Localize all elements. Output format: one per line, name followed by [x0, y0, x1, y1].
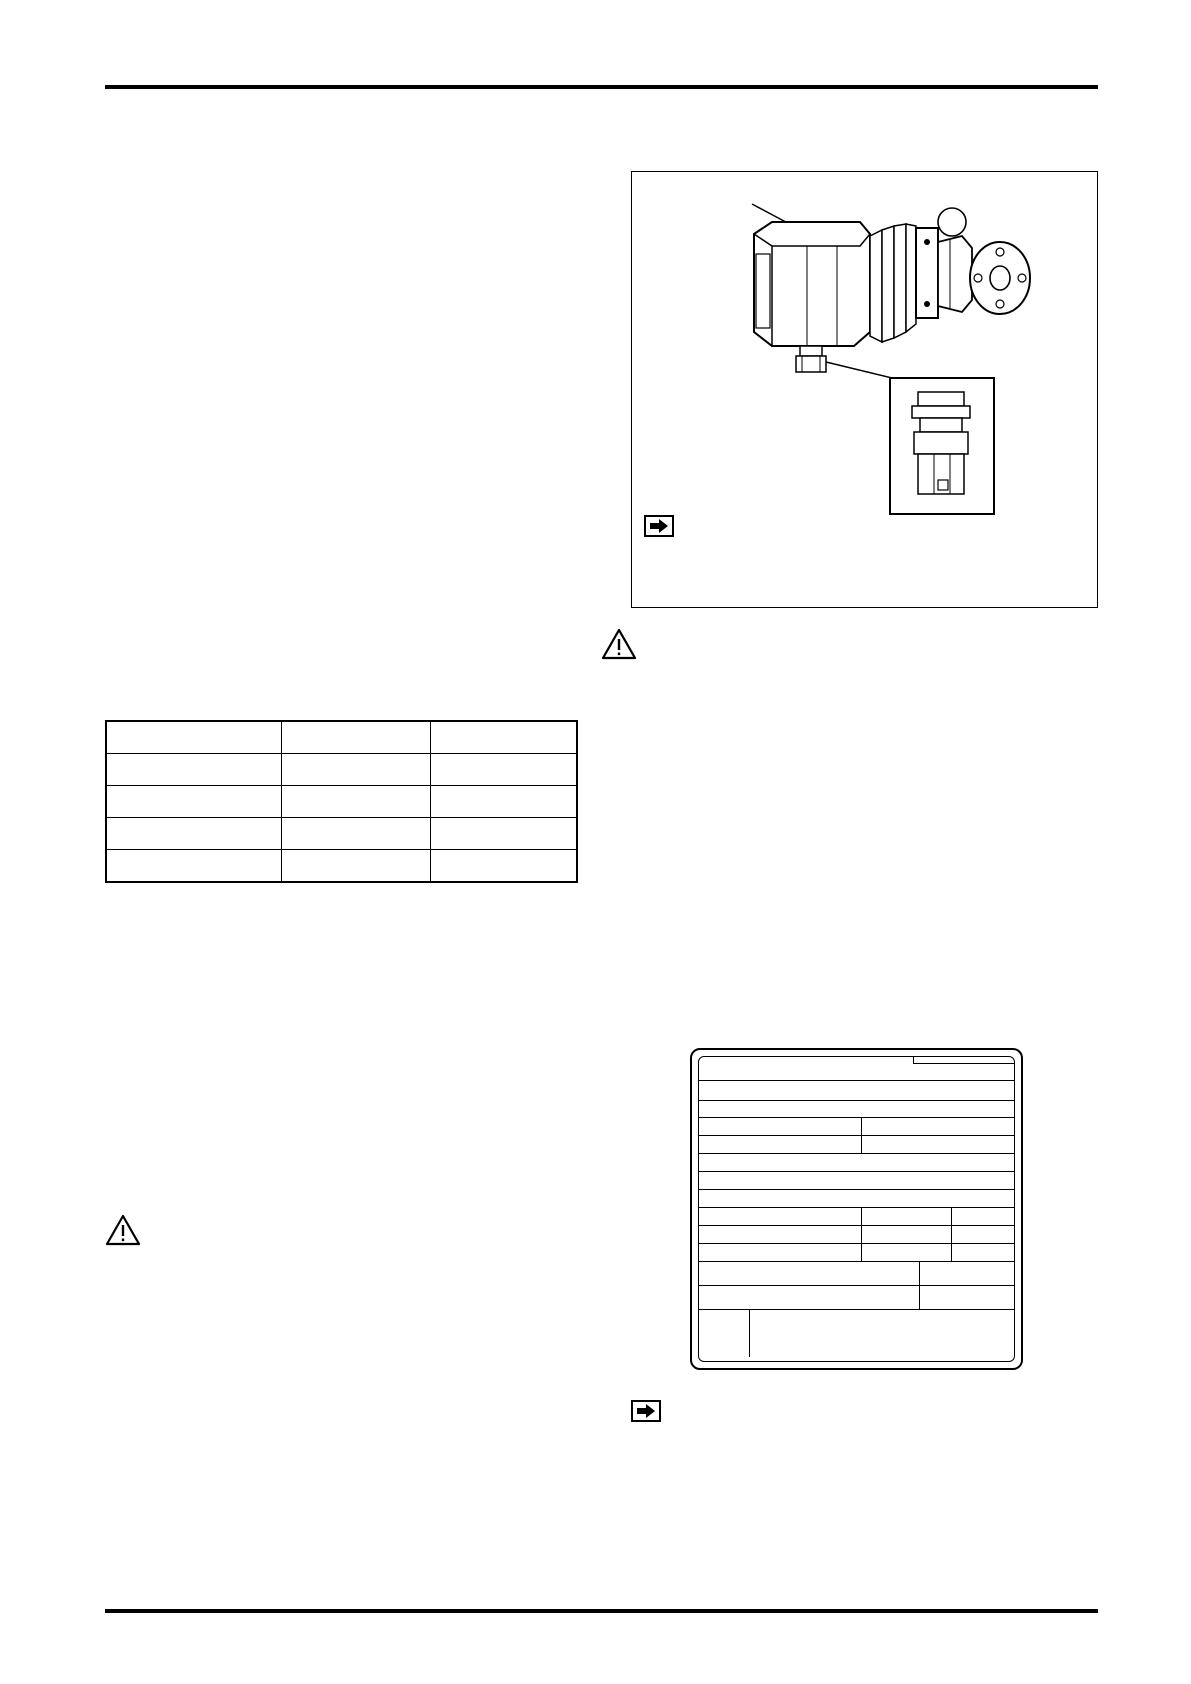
note-arrow-icon: [631, 1400, 661, 1422]
table-cell: [282, 754, 430, 786]
table-cell: [282, 721, 430, 754]
table-cell: [282, 818, 430, 850]
table-cell: [282, 850, 430, 883]
table-row: [106, 818, 577, 850]
specification-table: [105, 720, 578, 883]
table-cell: [106, 850, 282, 883]
note-arrow-icon: [644, 515, 674, 537]
footer-rule: [105, 1609, 1098, 1613]
table-cell: [106, 754, 282, 786]
nameplate-diagram: [690, 1048, 1023, 1370]
table-cell: [282, 786, 430, 818]
table-row: [106, 721, 577, 754]
nameplate-frame: [698, 1056, 1015, 1362]
table-cell: [106, 786, 282, 818]
table-cell: [106, 721, 282, 754]
table-cell: [430, 754, 577, 786]
table-row: [106, 786, 577, 818]
header-rule: [105, 85, 1098, 89]
table-cell: [430, 818, 577, 850]
table-cell: [430, 850, 577, 883]
figure-box: [631, 171, 1098, 608]
table-cell: [430, 721, 577, 754]
table-cell: [430, 786, 577, 818]
table-row: [106, 754, 577, 786]
table-row: [106, 850, 577, 883]
warning-triangle-icon: [601, 628, 637, 660]
table-cell: [106, 818, 282, 850]
warning-triangle-icon: [105, 1214, 141, 1246]
flowmeter-illustration: [632, 172, 1096, 606]
